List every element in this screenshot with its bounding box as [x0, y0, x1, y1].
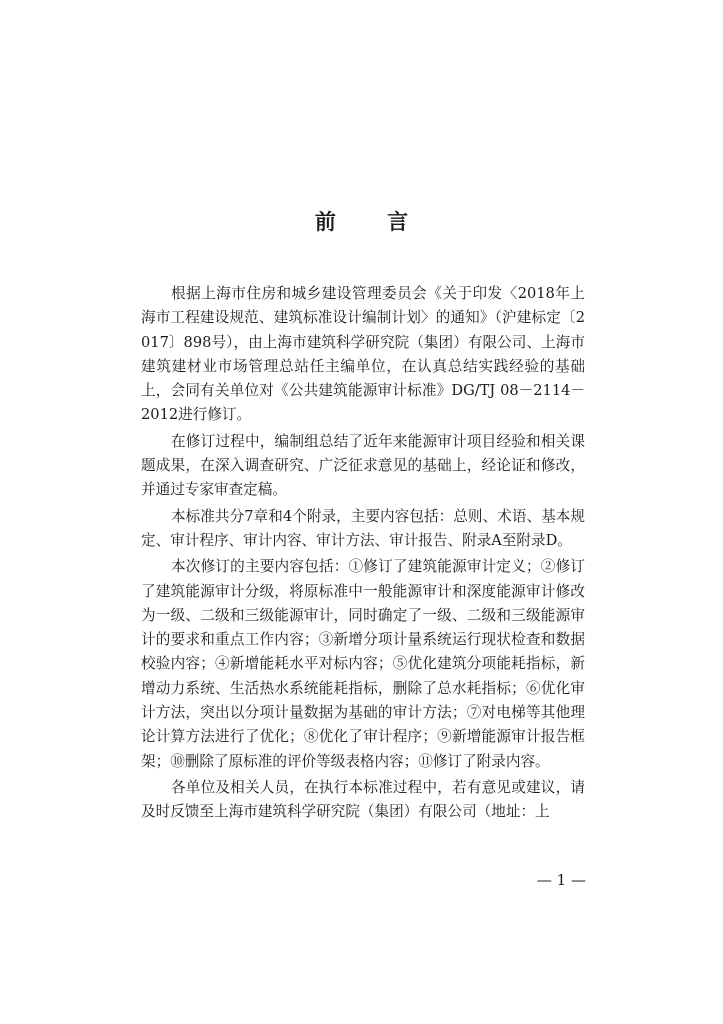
paragraph-basis: 根据上海市住房和城乡建设管理委员会《关于印发〈2018年上海市工程建设规范、建筑标准设计编制计划〉的通知》（沪建标定〔2017〕898号），由上海市建筑科学研究院（集团）有限公司、上海市建筑建材业市场管理总站任主编单位，在认真总结实践经验的基础上，会同有关单位对《公共建筑能源审计标准》DG/TJ 08－2114－2012进行修订。: [141, 285, 585, 424]
paragraph-revision-process: 在修订过程中，编制组总结了近年来能源审计项目经验和相关课题成果，在深入调查研究、广泛征求意见的基础上，经论证和修改，并通过专家审查定稿。: [141, 432, 585, 499]
body-text: [141, 282, 585, 827]
page-number: — 1 —: [536, 871, 586, 889]
paragraph-structure: 本标准共分7章和4个附录，主要内容包括：总则、术语、基本规定、审计程序、审计内容、审计方法、审计报告、附录A至附录D。: [141, 507, 585, 549]
page-title: 前 言: [314, 210, 431, 234]
paragraph-main-changes: 本次修订的主要内容包括：①修订了建筑能源审计定义；②修订了建筑能源审计分级，将原标准中一般能源审计和深度能源审计修改为一级、二级和三级能源审计，同时确定了一级、二级和三级能源审计的要求和重点工作内容；③新增分项计量系统运行现状检查和数据校验内容；④新增能耗水平对标内容；⑤优化建筑分项能耗指标，新增动力系统、生活热水系统能耗指标，删除了总水耗指标；⑥优化审计方法，突出以分项计量数据为基础的审计方法；⑦对电梯等其他理论计算方法进行了优化；⑧优化了审计程序；⑨新增能源审计报告框架；⑩删除了原标准的评价等级表格内容；⑪修订了附录内容。: [141, 558, 585, 770]
paragraph-feedback: 各单位及相关人员，在执行本标准过程中，若有意见或建议，请及时反馈至上海市建筑科学研究院（集团）有限公司（地址：上: [141, 778, 585, 821]
